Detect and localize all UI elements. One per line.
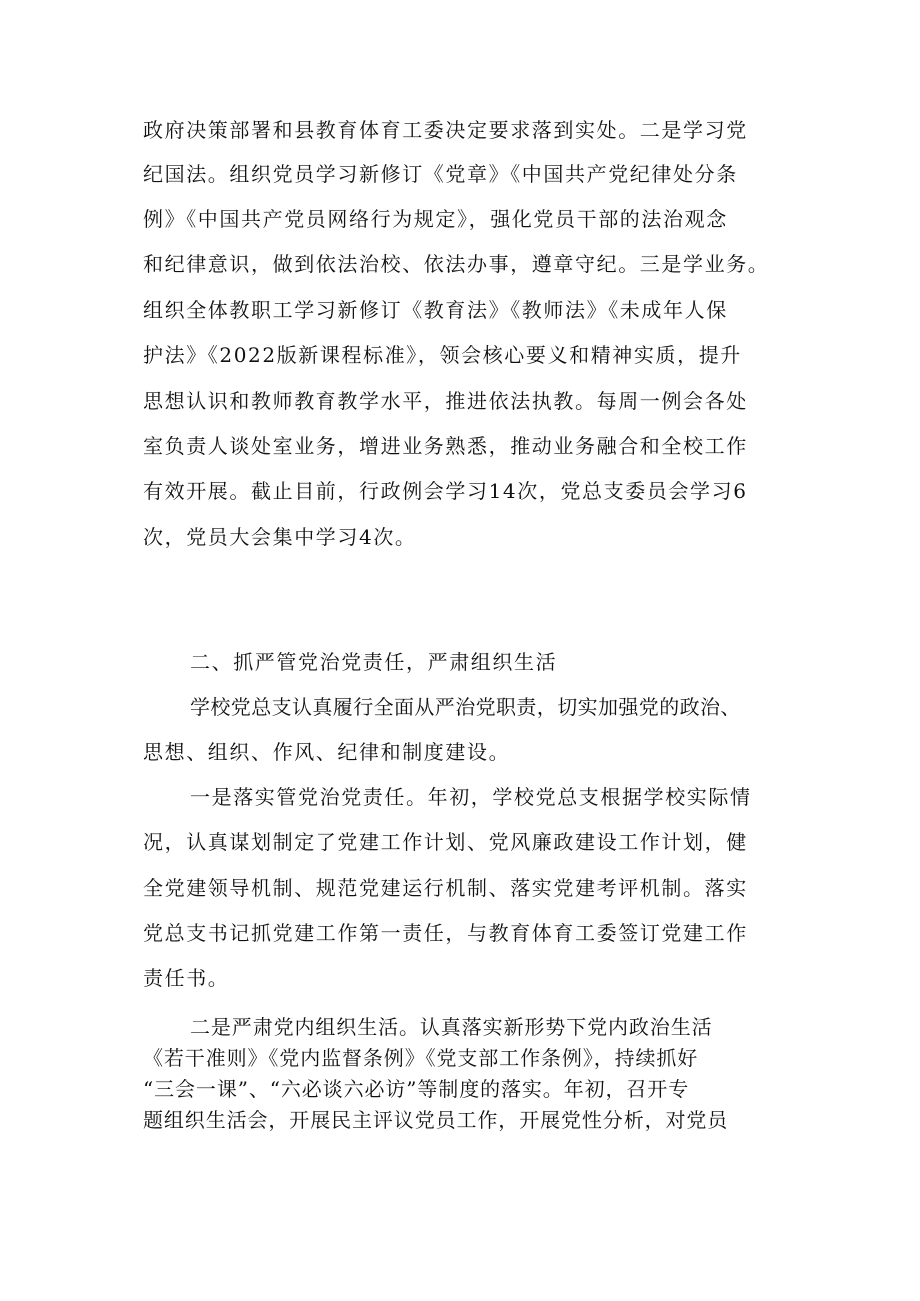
text-line: “三会一课”、“六必谈六必访”等制度的落实。年初，召开专 xyxy=(143,1077,690,1101)
text-line: 室负责人谈处室业务，增进业务熟悉，推动业务融合和全校工作 xyxy=(143,434,748,458)
text-line: 思想、组织、作风、纪律和制度建设。 xyxy=(143,740,511,764)
text-line: 政府决策部署和县教育体育工委决定要求落到实处。二是学习党 xyxy=(143,118,748,142)
text-line: 纪国法。组织党员学习新修订《党章》《中国共产党纪律处分条 xyxy=(143,162,738,186)
text-line: 全党建领导机制、规范党建运行机制、落实党建考评机制。落实 xyxy=(143,876,748,900)
text-line: 二是严肃党内组织生活。认真落实新形势下党内政治生活 xyxy=(190,1015,713,1039)
text-line: 和纪律意识，做到依法治校、依法办事，遵章守纪。三是学业务。 xyxy=(143,252,770,276)
text-line: 组织全体教职工学习新修订《教育法》《教师法》《未成年人保 xyxy=(143,298,728,322)
text-line: 党总支书记抓党建工作第一责任，与教育体育工委签订党建工作 xyxy=(143,921,748,945)
section-heading: 二、抓严管党治党责任，严肃组织生活 xyxy=(190,650,558,674)
text-line: 责任书。 xyxy=(143,966,230,990)
text-line: 学校党总支认真履行全面从严治党职责，切实加强党的政治、 xyxy=(190,695,741,719)
text-line: 有效开展。截止目前，行政例会学习14次，党总支委员会学习6 xyxy=(143,479,748,503)
text-line: 次，党员大会集中学习4次。 xyxy=(143,525,417,549)
text-line: 《若干准则》《党内监督条例》《党支部工作条例》，持续抓好 xyxy=(143,1046,699,1070)
text-line: 况，认真谋划制定了党建工作计划、党风廉政建设工作计划，健 xyxy=(143,830,748,854)
text-line: 例》《中国共产党员网络行为规定》，强化党员干部的法治观念 xyxy=(143,207,728,231)
text-line: 护法》《2022版新课程标准》，领会核心要义和精神实质，提升 xyxy=(143,343,742,367)
text-line: 题组织生活会，开展民主评议党员工作，开展党性分析，对党员 xyxy=(143,1108,729,1132)
text-line: 一是落实管党治党责任。年初，学校党总支根据学校实际情 xyxy=(190,785,752,809)
text-line: 思想认识和教师教育教学水平，推进依法执教。每周一例会各处 xyxy=(143,389,748,413)
